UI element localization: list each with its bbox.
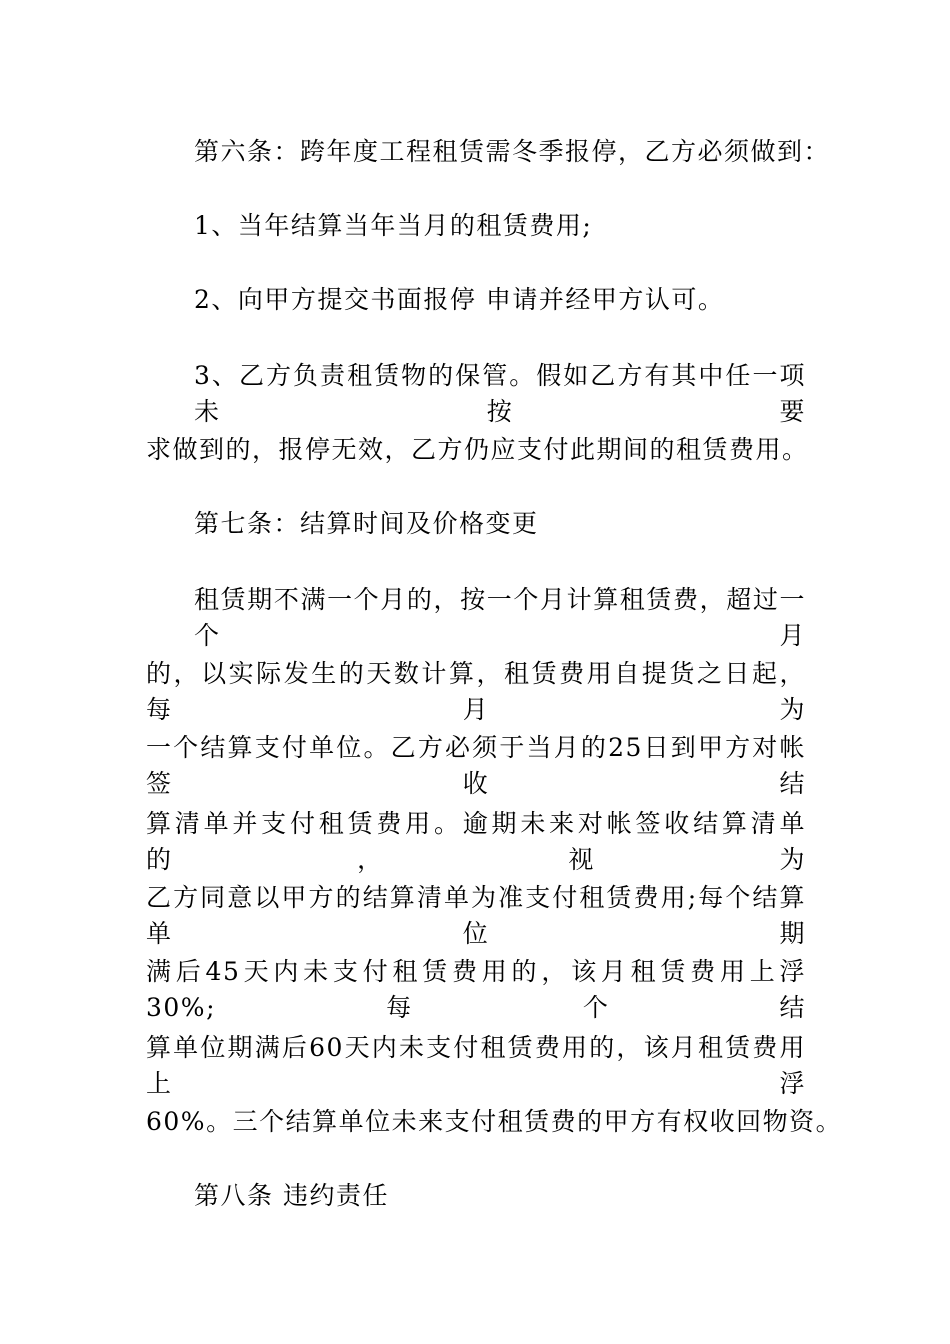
article-6-item-2: 2、向甲方提交书面报停 申请并经甲方认可。 [194, 285, 725, 314]
article-6-heading: 第六条：跨年度工程租赁需冬季报停，乙方必须做到： [194, 137, 831, 166]
article-7-paragraph-line-7: 算单位期满后60天内未支付租赁费用的，该月租赁费用上浮 [146, 1033, 806, 1098]
article-7-paragraph-line-1: 租赁期不满一个月的，按一个月计算租赁费，超过一个月 [194, 585, 806, 650]
article-7-paragraph-line-6: 满后45天内未支付租赁费用的，该月租赁费用上浮30%;每个结 [146, 957, 806, 1022]
article-7-heading: 第七条：结算时间及价格变更 [194, 509, 539, 538]
article-6-item-3-line-2: 求做到的，报停无效，乙方仍应支付此期间的租赁费用。 [146, 435, 809, 464]
article-7-paragraph-line-8: 60%。三个结算单位未来支付租赁费的甲方有权收回物资。 [146, 1107, 843, 1136]
article-6-item-1: 1、当年结算当年当月的租赁费用; [194, 211, 593, 240]
article-7-paragraph-line-5: 乙方同意以甲方的结算清单为准支付租赁费用;每个结算单位期 [146, 883, 806, 948]
article-6-item-3-line-1: 3、乙方负责租赁物的保管。假如乙方有其中任一项未按要 [194, 361, 806, 426]
article-7-paragraph-line-3: 一个结算支付单位。乙方必须于当月的25日到甲方对帐签收结 [146, 733, 806, 798]
article-8-heading: 第八条 违约责任 [194, 1181, 389, 1210]
article-7-paragraph-line-2: 的，以实际发生的天数计算，租赁费用自提货之日起，每月为 [146, 659, 806, 724]
article-7-paragraph-line-4: 算清单并支付租赁费用。逾期未来对帐签收结算清单的，视为 [146, 809, 806, 874]
